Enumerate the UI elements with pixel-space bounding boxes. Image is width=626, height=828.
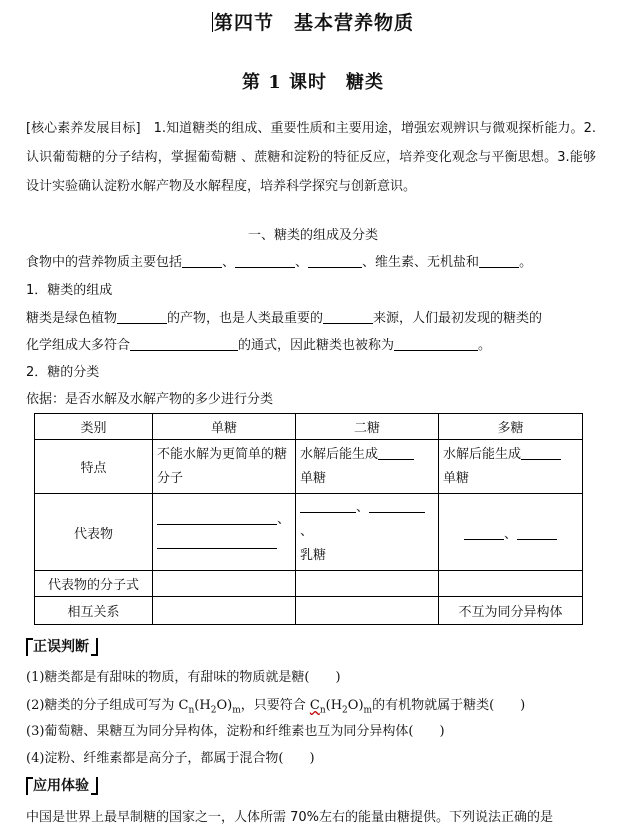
text-fragment: 、 bbox=[300, 524, 314, 539]
text-fragment: O) bbox=[347, 698, 364, 713]
header-disaccharide: 二糖 bbox=[296, 414, 439, 440]
cell-poly-representative bbox=[439, 494, 583, 571]
text-fragment: 食物中的营养物质主要包括 bbox=[26, 255, 183, 270]
composition-line-1 bbox=[26, 307, 542, 326]
cell-di-representative bbox=[296, 494, 439, 571]
fill-blank[interactable] bbox=[521, 445, 561, 460]
header-polysaccharide: 多糖 bbox=[439, 414, 583, 440]
subscript: n bbox=[188, 705, 195, 716]
sugar-classification-table bbox=[34, 413, 583, 625]
fill-blank[interactable] bbox=[308, 253, 362, 268]
fill-blank[interactable] bbox=[182, 253, 222, 268]
cell-mono-representative bbox=[153, 494, 296, 571]
cell-empty bbox=[153, 571, 296, 597]
subscript: m bbox=[232, 705, 241, 716]
text-fragment: 、维生素、无机盐和 bbox=[362, 255, 480, 270]
fill-blank[interactable] bbox=[235, 253, 295, 268]
table-row-representative bbox=[35, 494, 583, 571]
table-row-relation bbox=[35, 597, 583, 625]
subheading-classification: 2．糖的分类 bbox=[26, 365, 100, 380]
fill-blank[interactable] bbox=[464, 525, 504, 540]
cell-empty bbox=[296, 597, 439, 625]
text-fragment: 、 bbox=[295, 255, 309, 270]
row-label-representative: 代表物 bbox=[35, 494, 153, 571]
row-label-feature: 特点 bbox=[35, 440, 153, 494]
text-fragment: 水解后能生成 bbox=[443, 446, 522, 462]
lesson-title: 第 1 课时 糖类 bbox=[241, 72, 385, 93]
text-fragment: (H bbox=[194, 698, 211, 713]
composition-line-2 bbox=[26, 334, 491, 353]
judge-question-4: (4)淀粉、纤维素都是高分子，都属于混合物( ) bbox=[26, 751, 315, 766]
fill-blank[interactable] bbox=[378, 445, 414, 460]
text-fragment: 水解后能生成 bbox=[300, 446, 379, 462]
text-fragment: O) bbox=[216, 698, 233, 713]
cell-empty bbox=[439, 571, 583, 597]
fill-blank[interactable] bbox=[130, 336, 238, 351]
table-header-row bbox=[35, 414, 583, 440]
judge-question-1: (1)糖类都是有甜味的物质，有甜味的物质就是糖( ) bbox=[26, 670, 341, 685]
text-fragment: 。 bbox=[478, 338, 492, 353]
header-category: 类别 bbox=[35, 414, 153, 440]
page-title bbox=[0, 8, 626, 35]
fill-blank[interactable] bbox=[369, 498, 425, 513]
fill-blank[interactable] bbox=[157, 534, 277, 549]
text-fragment: C bbox=[309, 698, 320, 713]
cell-poly-relation: 不互为同分异构体 bbox=[439, 597, 583, 625]
fill-blank[interactable] bbox=[517, 525, 557, 540]
text-fragment: 、 bbox=[356, 500, 370, 515]
text-fragment: 的有机物就属于糖类( ) bbox=[372, 698, 526, 713]
table-row-feature bbox=[35, 440, 583, 494]
fill-blank[interactable] bbox=[323, 309, 373, 324]
nutrients-sentence bbox=[26, 251, 532, 270]
text-fragment: 来源，人们最初发现的糖类的 bbox=[373, 311, 543, 326]
cell-empty bbox=[296, 571, 439, 597]
cell-empty bbox=[153, 597, 296, 625]
text-fragment: 乳糖 bbox=[300, 548, 327, 563]
text-fragment: 化学组成大多符合 bbox=[26, 338, 131, 353]
text-fragment: (2)糖类的分子组成可写为 C bbox=[26, 698, 189, 713]
fill-blank[interactable] bbox=[157, 510, 277, 525]
text-fragment: 、 bbox=[277, 512, 291, 527]
text-fragment: 单糖 bbox=[300, 470, 327, 486]
subscript: m bbox=[363, 705, 373, 716]
text-fragment: 的产物，也是人类最重要的 bbox=[167, 311, 324, 326]
text-fragment: 、 bbox=[503, 526, 517, 542]
classification-basis: 依据：是否水解及水解产物的多少进行分类 bbox=[26, 392, 274, 407]
text-fragment: 、 bbox=[222, 255, 236, 270]
fill-blank[interactable] bbox=[117, 309, 167, 324]
judge-question-2 bbox=[26, 694, 525, 716]
judge-question-3: (3)葡萄糖、果糖互为同分异构体，淀粉和纤维素也互为同分异构体( ) bbox=[26, 724, 445, 739]
spellcheck-mark bbox=[309, 698, 326, 716]
page-title-text: 第四节 基本营养物质 bbox=[213, 12, 414, 34]
row-label-relation: 相互关系 bbox=[35, 597, 153, 625]
cell-di-feature bbox=[296, 440, 439, 494]
text-fragment: 的通式，因此糖类也被称为 bbox=[238, 338, 395, 353]
text-fragment: ，只要符合 bbox=[240, 698, 310, 713]
fill-blank[interactable] bbox=[479, 253, 519, 268]
subheading-composition: 1．糖类的组成 bbox=[26, 283, 113, 298]
subscript: n bbox=[319, 705, 326, 716]
apply-question: 中国是世界上最早制糖的国家之一，人体所需 70%左右的能量由糖提供。下列说法正确的是 bbox=[26, 810, 554, 825]
text-fragment: 单糖 bbox=[443, 470, 470, 486]
text-cursor bbox=[212, 12, 213, 32]
fill-blank[interactable] bbox=[394, 336, 478, 351]
subscript: 2 bbox=[342, 705, 348, 716]
core-objectives: [核心素养发展目标] 1.知道糖类的组成、重要性质和主要用途，增强宏观辨识与微观探析能力。2.认识葡萄糖的分子结构，掌握葡萄糖 、蔗糖和淀粉的特征反应，培养变化观念与平衡思想。3.能够设计实验确认淀粉水解产物及水解程度，培养科学探究与创新意识。 bbox=[26, 121, 596, 194]
text-fragment: 糖类是绿色植物 bbox=[26, 311, 118, 326]
row-label-formula: 代表物的分子式 bbox=[35, 571, 153, 597]
header-monosaccharide: 单糖 bbox=[153, 414, 296, 440]
fill-blank[interactable] bbox=[300, 498, 356, 513]
text-fragment: 。 bbox=[519, 255, 533, 270]
cell-mono-feature: 不能水解为更简单的糖分子 bbox=[153, 440, 296, 494]
section-heading: 一、糖类的组成及分类 bbox=[247, 228, 378, 243]
subscript: 2 bbox=[210, 705, 217, 716]
table-row-formula bbox=[35, 571, 583, 597]
apply-tag: 应用体验 bbox=[26, 775, 89, 795]
text-fragment: (H bbox=[325, 698, 343, 713]
cell-poly-feature bbox=[439, 440, 583, 494]
judge-tag: 正误判断 bbox=[26, 636, 89, 656]
